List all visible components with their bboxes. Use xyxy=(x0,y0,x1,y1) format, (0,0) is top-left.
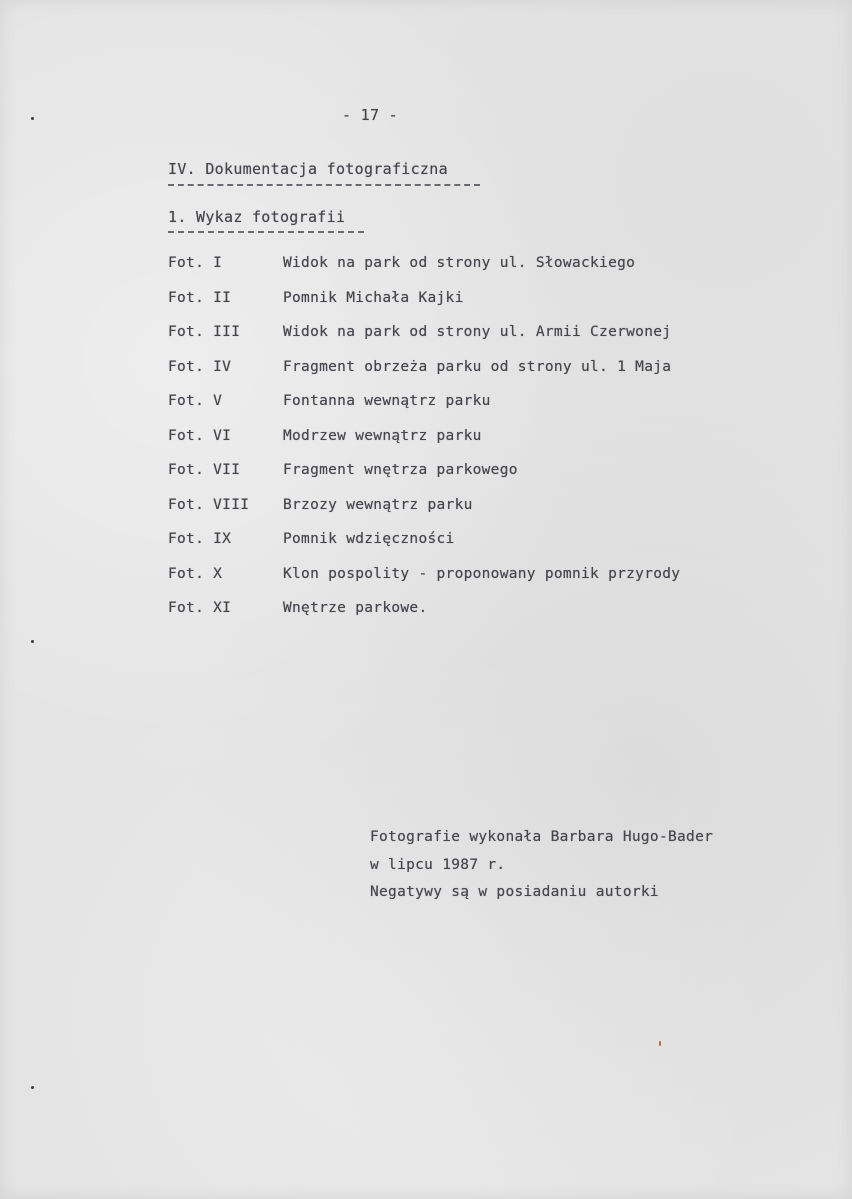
section-heading: IV. Dokumentacja fotograficzna xyxy=(168,160,448,178)
photo-number: Fot. IV xyxy=(168,358,232,375)
photo-number: Fot. XI xyxy=(168,600,232,616)
photo-description: Klon pospolity - proponowany pomnik przyrody xyxy=(283,565,681,582)
photo-number: Fot. VII xyxy=(168,462,241,478)
photo-description: Brzozy wewnątrz parku xyxy=(283,496,473,513)
photo-description: Fragment obrzeża parku od strony ul. 1 Maja xyxy=(283,358,672,375)
photo-description: Widok na park od strony ul. Słowackiego xyxy=(283,255,636,271)
photo-description: Pomnik wdzięczności xyxy=(283,531,455,547)
heading-underline xyxy=(168,184,480,186)
paper-speck xyxy=(31,640,34,643)
photo-description: Modrzew wewnątrz parku xyxy=(283,427,482,444)
photo-description: Wnętrze parkowe. xyxy=(283,600,428,616)
photo-number: Fot. IX xyxy=(168,531,232,547)
photo-number: Fot. V xyxy=(168,393,223,409)
photo-number: Fot. II xyxy=(168,289,232,306)
footer-note-line: w lipcu 1987 r. xyxy=(370,857,506,873)
photo-description: Fontanna wewnątrz parku xyxy=(283,393,491,409)
photo-description: Widok na park od strony ul. Armii Czerwonej xyxy=(283,324,672,340)
footer-note-line: Negatywy są w posiadaniu autorki xyxy=(370,884,659,900)
photo-number: Fot. I xyxy=(168,255,223,271)
paper-speck xyxy=(659,1041,661,1046)
photo-number: Fot. VIII xyxy=(168,496,250,513)
footer-note-line: Fotografie wykonała Barbara Hugo-Bader xyxy=(370,829,714,845)
paper-speck xyxy=(31,1086,34,1089)
page-number: - 17 - xyxy=(342,106,398,124)
subheading: 1. Wykaz fotografii xyxy=(168,208,346,226)
subheading-underline xyxy=(168,231,364,233)
photo-number: Fot. III xyxy=(168,324,241,340)
photo-description: Pomnik Michała Kajki xyxy=(283,289,464,306)
photo-number: Fot. VI xyxy=(168,427,232,444)
photo-description: Fragment wnętrza parkowego xyxy=(283,462,518,478)
paper-speck xyxy=(31,117,34,120)
photo-number: Fot. X xyxy=(168,565,223,582)
